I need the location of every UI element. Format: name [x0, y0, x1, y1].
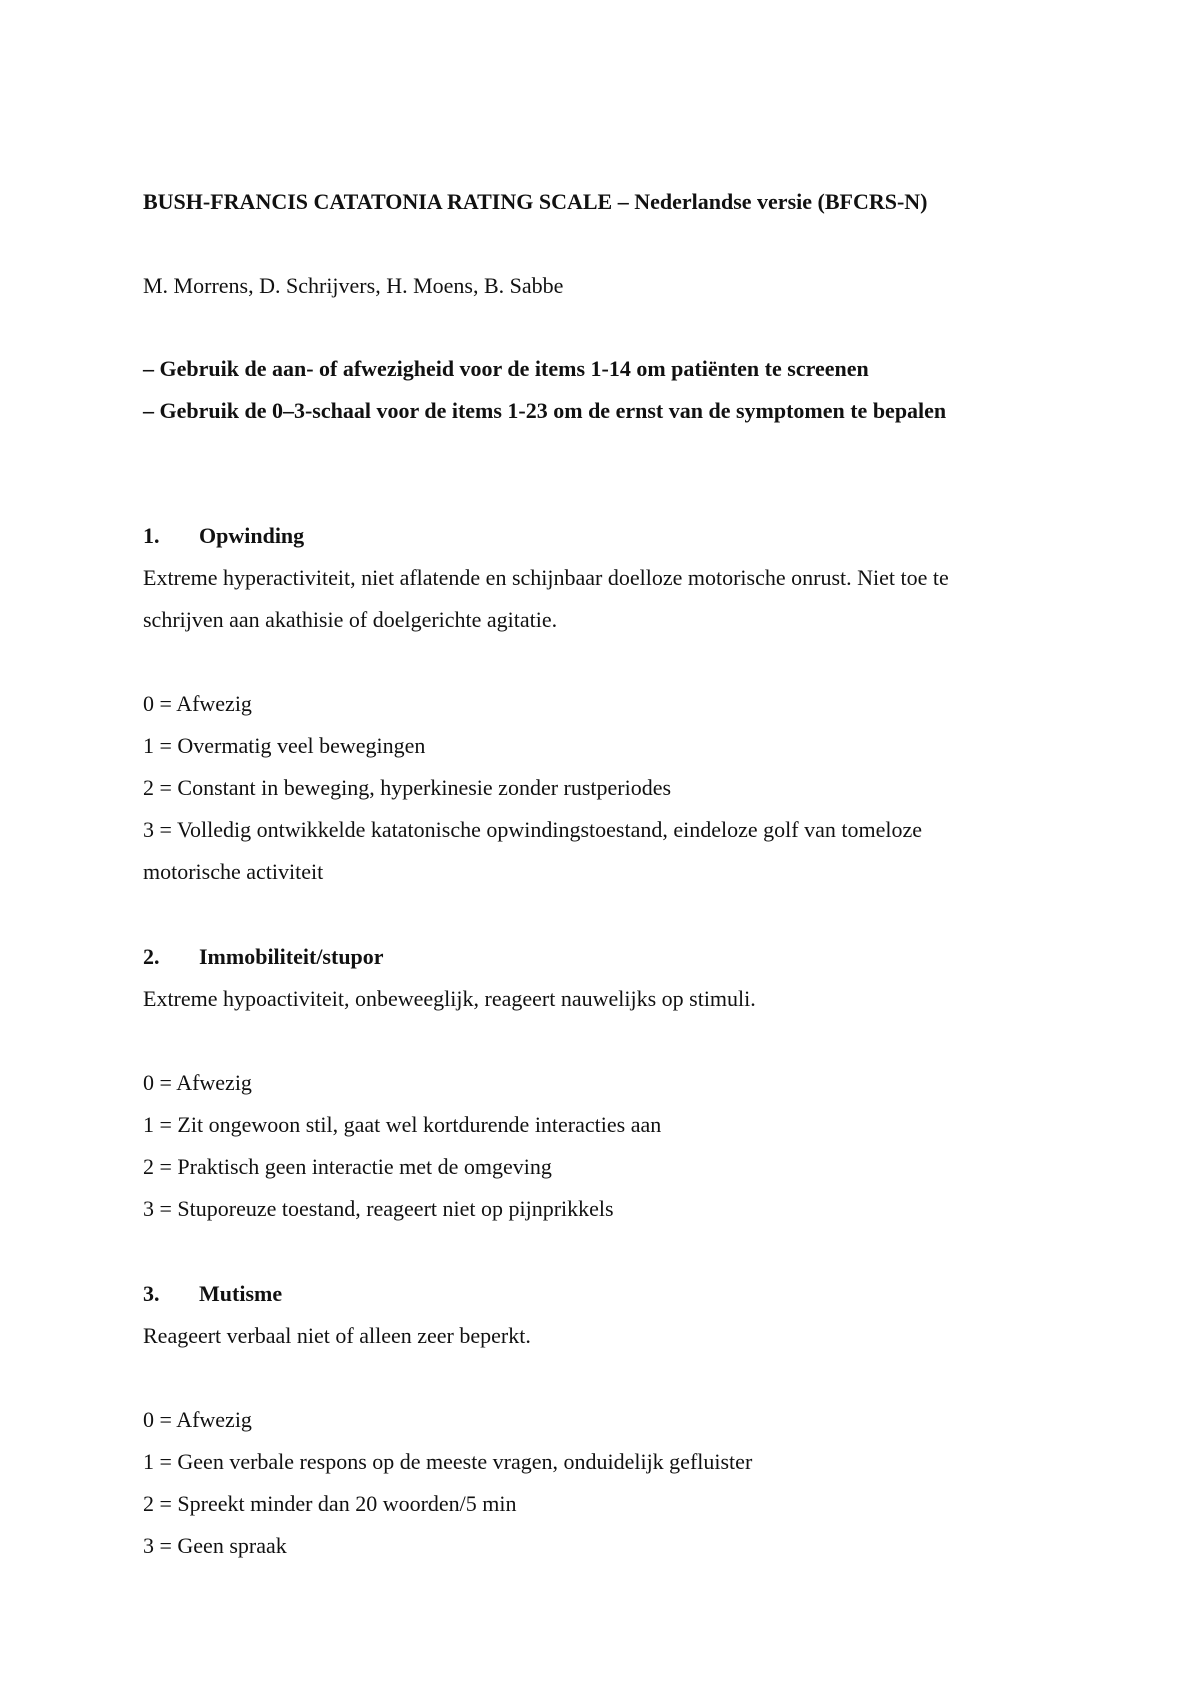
item-description-line: schrijven aan akathisie of doelgerichte agitatie.	[143, 607, 558, 632]
item-number: 3.	[143, 1281, 160, 1306]
scale-option: 3 = Stuporeuze toestand, reageert niet op pijnprikkels	[143, 1196, 614, 1221]
item-title: Opwinding	[199, 523, 305, 548]
item-title: Immobiliteit/stupor	[199, 944, 384, 969]
scale-option: 2 = Spreekt minder dan 20 woorden/5 min	[143, 1491, 517, 1516]
authors-line: M. Morrens, D. Schrijvers, H. Moens, B. Sabbe	[143, 273, 564, 298]
scale-option: 3 = Geen spraak	[143, 1533, 287, 1558]
item-number: 2.	[143, 944, 160, 969]
scale-option: 2 = Constant in beweging, hyperkinesie zonder rustperiodes	[143, 775, 672, 800]
item-heading	[143, 1280, 282, 1308]
document-title: BUSH-FRANCIS CATATONIA RATING SCALE – Nederlandse versie (BFCRS-N)	[143, 189, 928, 214]
scale-option: 0 = Afwezig	[143, 691, 252, 716]
instruction-line: – Gebruik de aan- of afwezigheid voor de items 1-14 om patiënten te screenen	[143, 356, 869, 381]
item-description-line: Extreme hyperactiviteit, niet aflatende en schijnbaar doelloze motorische onrust. Niet toe te	[143, 565, 949, 590]
item-description-line: Reageert verbaal niet of alleen zeer beperkt.	[143, 1323, 531, 1348]
scale-option: 3 = Volledig ontwikkelde katatonische opwindingstoestand, eindeloze golf van tomeloze	[143, 817, 922, 842]
scale-option: 0 = Afwezig	[143, 1407, 252, 1432]
scale-option: 0 = Afwezig	[143, 1070, 252, 1095]
item-description-line: Extreme hypoactiviteit, onbeweeglijk, reageert nauwelijks op stimuli.	[143, 986, 756, 1011]
scale-option: 1 = Overmatig veel bewegingen	[143, 733, 426, 758]
instruction-line: – Gebruik de 0–3-schaal voor de items 1-23 om de ernst van de symptomen te bepalen	[143, 398, 947, 423]
item-heading	[143, 522, 304, 550]
scale-option: motorische activiteit	[143, 859, 324, 884]
scale-option: 1 = Zit ongewoon stil, gaat wel kortdurende interacties aan	[143, 1112, 662, 1137]
item-heading	[143, 943, 384, 971]
scale-option: 1 = Geen verbale respons op de meeste vragen, onduidelijk gefluister	[143, 1449, 753, 1474]
item-title: Mutisme	[199, 1281, 283, 1306]
scale-option: 2 = Praktisch geen interactie met de omgeving	[143, 1154, 552, 1179]
item-number: 1.	[143, 523, 160, 548]
